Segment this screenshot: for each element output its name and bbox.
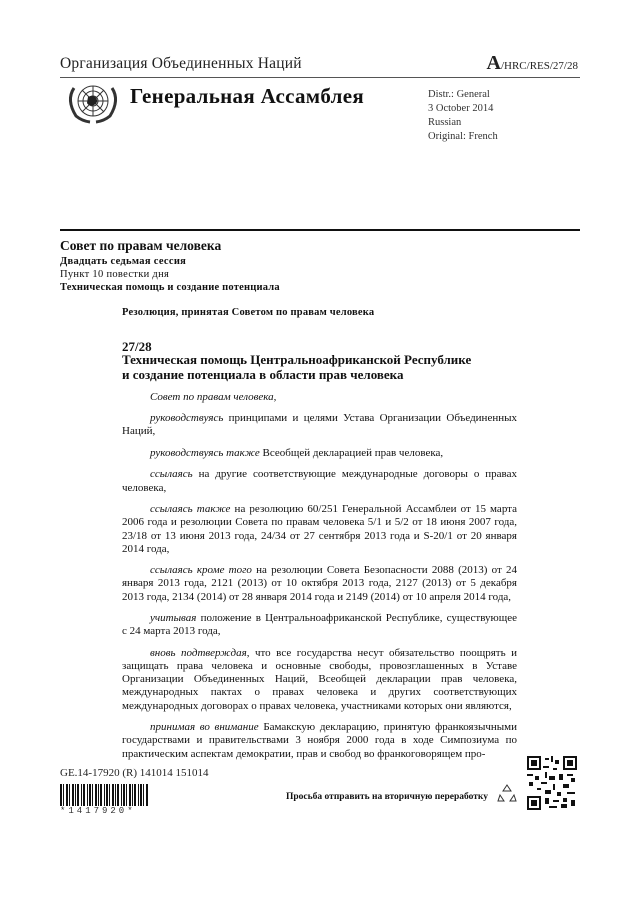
paragraph-text: на резолюции Совета Безопасности 2088 (2013) от 24 января 2013 года, 2121 (2013) от 10 октября 2013 года, 2127 (2013) от 5 декабря 2013 года, 2134 (2014) от 28 января 2014 года и 2149 (2014) от 10 апреля 2014 года, (122, 564, 517, 603)
resolution-body (122, 391, 517, 769)
qr-code-icon (527, 756, 577, 810)
paragraph-lead: ссылаясь (150, 468, 193, 481)
paragraph-text: на резолюцию 60/251 Генеральной Ассамблеи от 15 марта 2006 года и резолюции Совета по правам человека 5/1 и 5/2 от 18 июня 2007 года, 23/18 от 13 июня 2013 года, 24/34 от 27 сентября 2013 года и S-20/1 от 20 января 2014 года, (122, 503, 517, 555)
header-divider (60, 77, 580, 78)
paragraph-lead: ссылаясь также (150, 503, 231, 516)
paragraph-lead: учитывая (150, 612, 197, 625)
adopted-by: Резолюция, принятая Советом по правам человека (122, 307, 375, 318)
preamble-paragraph (122, 391, 517, 404)
section-divider (60, 229, 580, 231)
resolution-title-line1: Техническая помощь Центральноафриканской Республике (122, 352, 472, 367)
paragraph-text: положение в Центральноафриканской Республике, существующее с 24 марта 2013 года, (122, 612, 517, 638)
organization-name: Организация Объединенных Наций (60, 55, 302, 72)
recycle-notice: Просьба отправить на вторичную переработку (286, 792, 488, 802)
paragraph-lead: вновь подтверждая (150, 646, 247, 659)
agenda-title: Техническая помощь и создание потенциала (60, 282, 280, 293)
paragraph-lead: Совет по правам человека, (150, 391, 277, 403)
preamble-paragraph (122, 412, 517, 438)
paragraph-text: на другие соответствующие международные договоры о правах человека, (122, 468, 517, 494)
paragraph-lead: руководствуясь также (150, 446, 260, 459)
paragraph-lead: ссылаясь кроме того (150, 564, 252, 577)
preamble-paragraph (122, 447, 517, 460)
assembly-title: Генеральная Ассамблея (130, 84, 365, 108)
document-symbol (487, 52, 578, 75)
agenda-item: Пункт 10 повестки дня (60, 269, 170, 280)
distr-original: Original: French (428, 131, 498, 142)
symbol-rest: /HRC/RES/27/28 (500, 60, 578, 72)
symbol-prefix: A (486, 52, 501, 74)
paragraph-lead: принимая во внимание (150, 721, 259, 734)
paragraph-text: , что все государства несут обязательство поощрять и защищать права человека и основные свободы, провозглашенных в Уставе Организации Объединенных Наций, Всеобщей декларации прав человека, международных пактах о правах человека и других соответствующих международных договорах о правах человека, участниками которых они являются, (122, 646, 518, 712)
distr-language: Russian (428, 117, 462, 128)
resolution-title (122, 352, 542, 382)
preamble-paragraph (122, 721, 517, 761)
distr-date: 3 October 2014 (428, 103, 494, 114)
resolution-title-line2: и создание потенциала в области прав человека (122, 367, 404, 382)
council-name: Совет по правам человека (60, 238, 222, 253)
barcode-number: *1417920* (60, 806, 136, 816)
paragraph-text: Бамакскую декларацию, принятую франкоязычными государствами и правительствами 3 ноября 2000 года в ходе Симпозиума по практическим аспектам демократии, прав и свобод во франкоговорящем про- (122, 721, 518, 760)
paragraph-text: принципами и целями Устава Организации Объединенных Наций, (122, 412, 517, 438)
preamble-paragraph (122, 564, 517, 604)
distribution-block (428, 88, 498, 144)
preamble-paragraph (122, 503, 517, 556)
distr-type: Distr.: General (428, 89, 490, 100)
paragraph-lead: руководствуясь (150, 412, 224, 425)
resolution-number: 27/28 (122, 339, 152, 354)
recycle-icon (497, 783, 517, 805)
session-name: Двадцать седьмая сессия (60, 256, 187, 267)
preamble-paragraph (122, 647, 517, 713)
document-code: GE.14-17920 (R) 141014 151014 (60, 767, 209, 779)
preamble-paragraph (122, 468, 517, 494)
paragraph-text: Всеобщей декларацией прав человека, (259, 446, 444, 459)
preamble-paragraph (122, 612, 517, 638)
barcode-icon (60, 784, 150, 806)
un-emblem-icon (64, 80, 122, 124)
